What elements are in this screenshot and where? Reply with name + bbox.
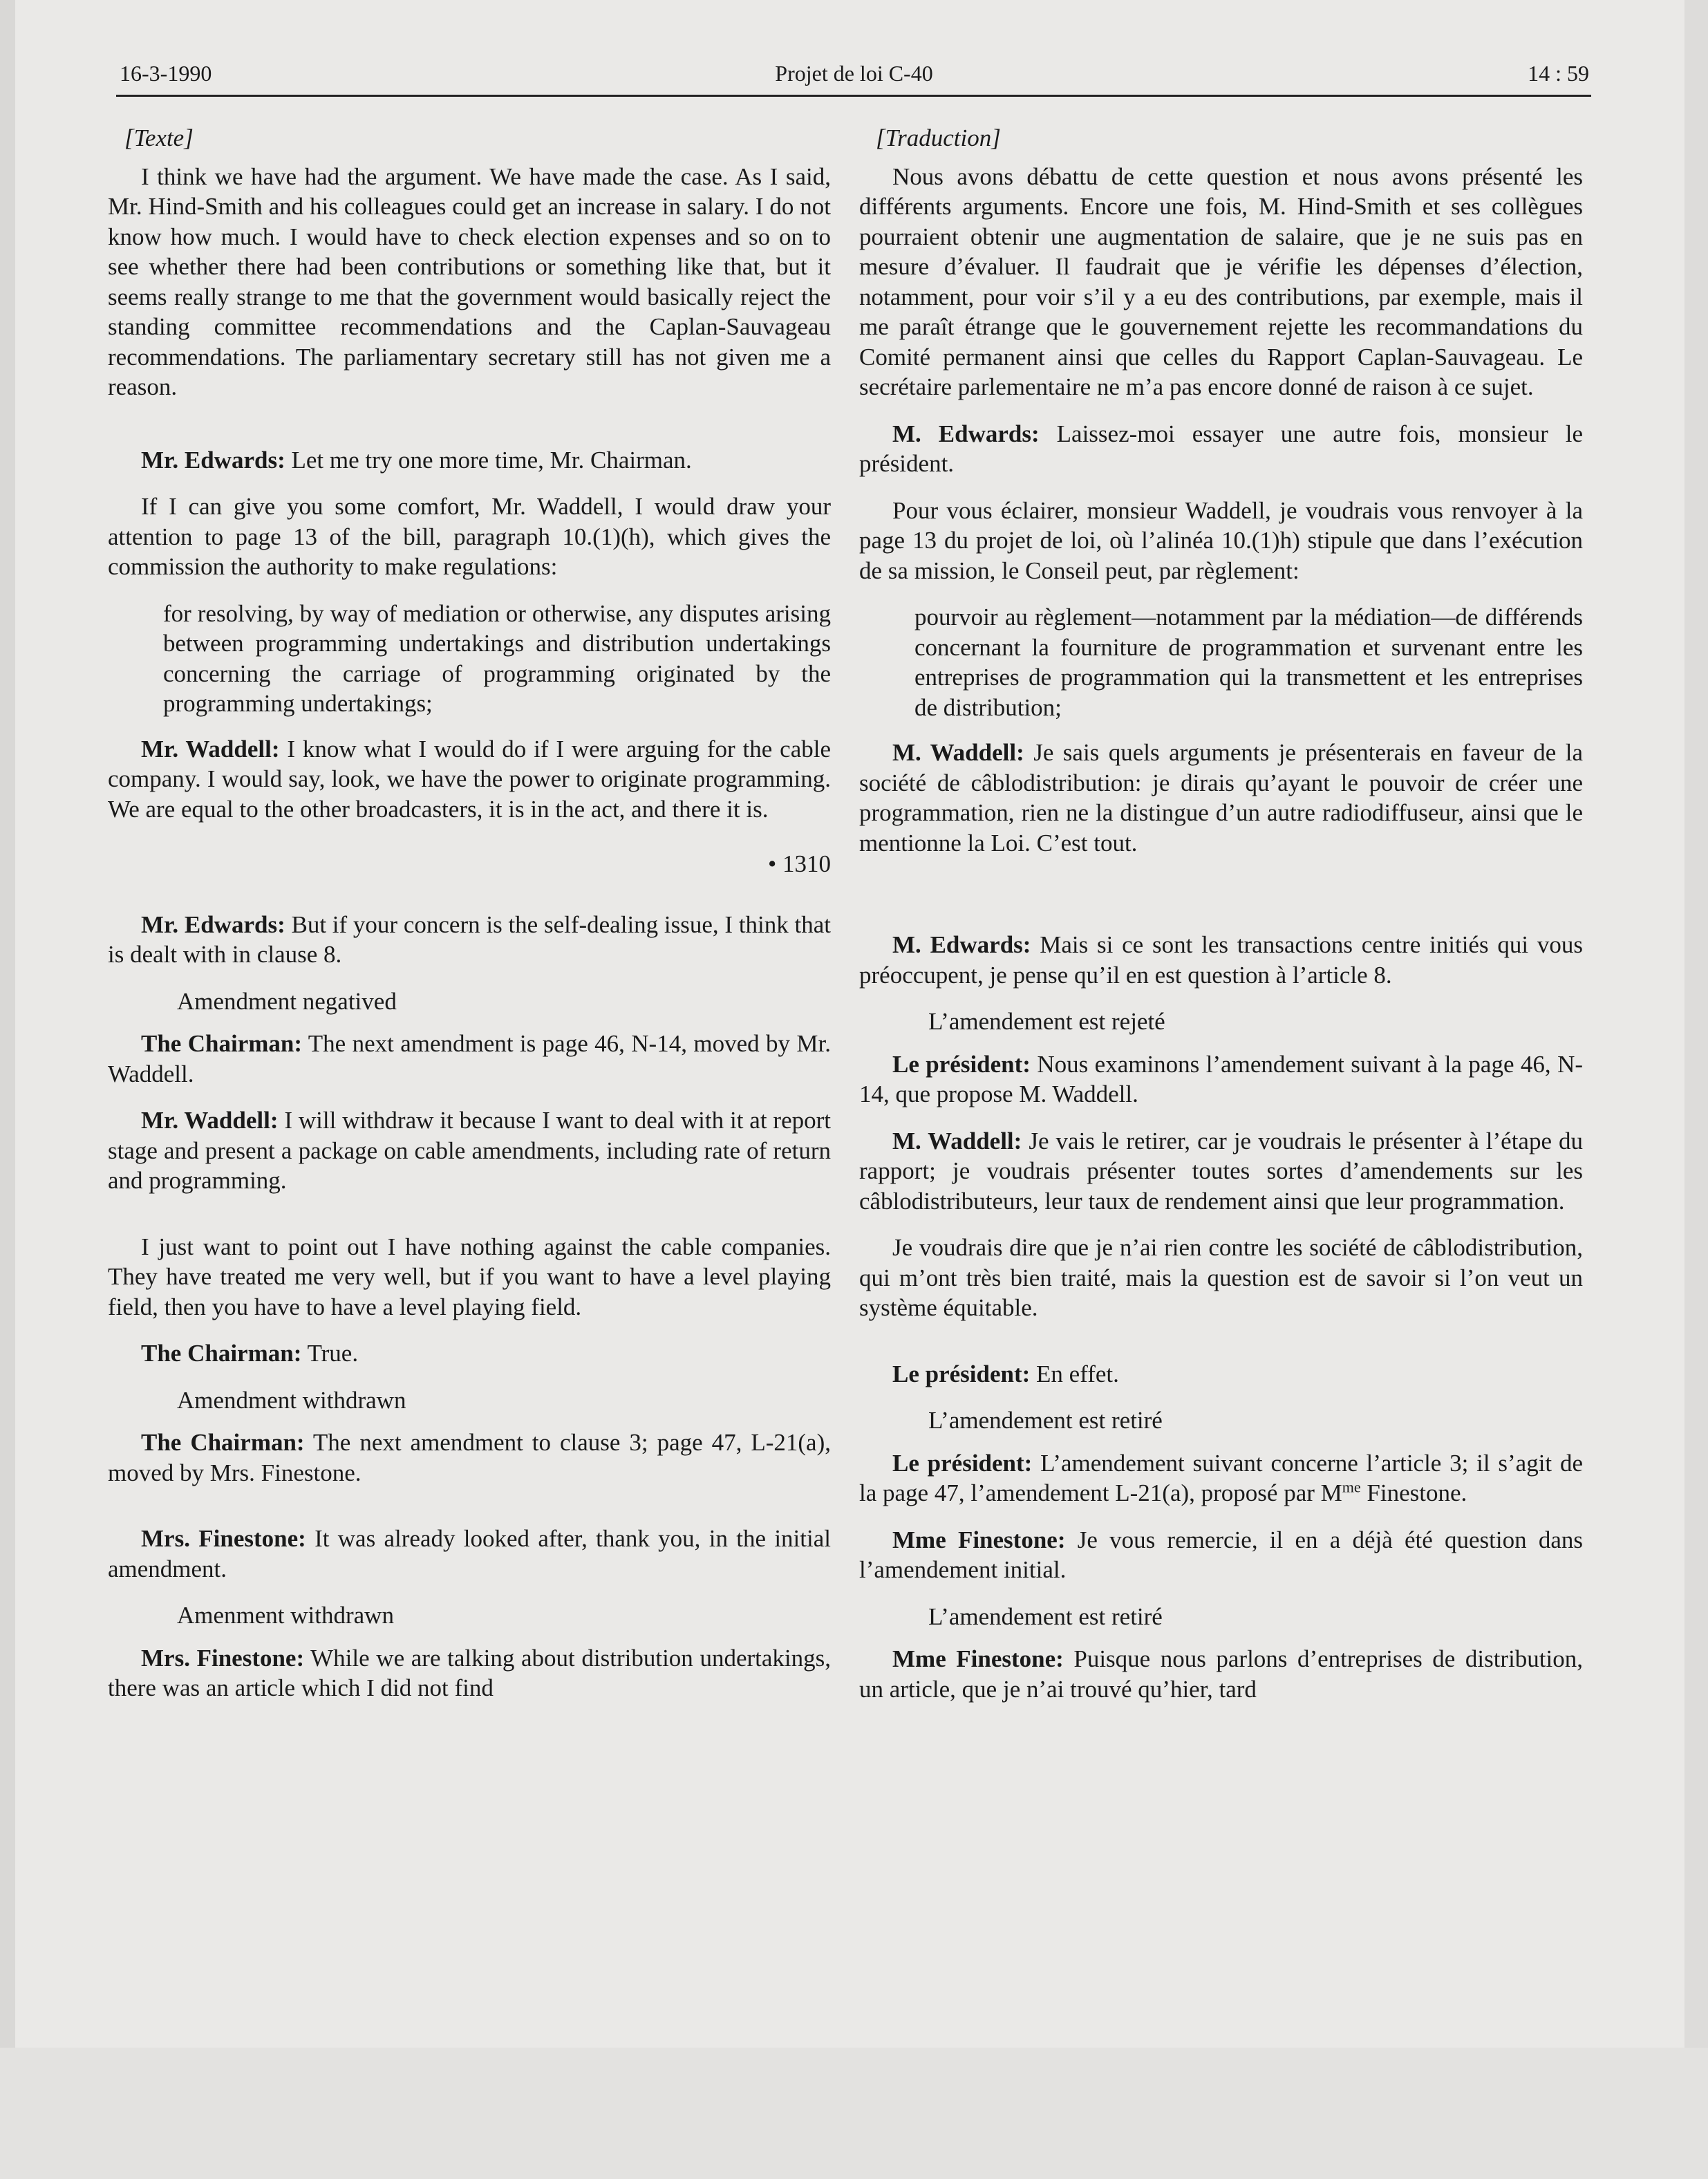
motion-result: L’amendement est retiré: [928, 1407, 1163, 1434]
speech-waddell: [859, 1126, 1583, 1217]
speech-text: It was already looked after, thank you, in the initial amendment.: [108, 1525, 831, 1582]
speaker-name: The Chairman:: [141, 1429, 305, 1456]
speech-text: But if your concern is the self-dealing issue, I think that is dealt with in clause 8.: [108, 910, 832, 968]
speaker-name: Mme Finestone:: [892, 1645, 1064, 1672]
motion-result: Amendment withdrawn: [177, 1386, 406, 1414]
speaker-name: Le président:: [892, 1050, 1031, 1078]
speaker-name: The Chairman:: [141, 1340, 302, 1367]
speech-president: [859, 1049, 1583, 1110]
speech-president: [859, 1448, 1583, 1508]
speech-finestone: [859, 1644, 1583, 1704]
speech-edwards: [108, 445, 831, 476]
speech-chairman: [108, 1029, 831, 1089]
speaker-name: The Chairman:: [141, 1030, 303, 1057]
speech-text: Finestone.: [1360, 1479, 1467, 1506]
page-edge-right: [1684, 0, 1708, 2179]
quoted-bill-text: for resolving, by way of mediation or otherwise, any disputes arising between programming undertakings and distribution undertakings concerning the carriage of programming originated by the programming undertakings;: [163, 599, 831, 717]
speaker-name: Mr. Waddell:: [141, 1107, 279, 1134]
speech-text: The next amendment is page 46, N-14, moved by Mr. Waddell.: [108, 1030, 832, 1087]
speech-edwards: [108, 910, 831, 970]
speech-text: Je vous remercie, il en a déjà été question dans l’amendement initial.: [859, 1526, 1583, 1583]
speaker-name: Mr. Edwards:: [141, 446, 285, 474]
speech-text: I know what I would do if I were arguing for the cable company. I would say, look, we have the power to originate programming. We are equal to the other broadcasters, it is in the act, and there it is.: [108, 735, 831, 823]
speaker-name: Le président:: [892, 1449, 1033, 1477]
speaker-name: Mrs. Finestone:: [141, 1525, 306, 1552]
speaker-name: M. Waddell:: [892, 739, 1024, 766]
speech-waddell: [859, 738, 1583, 858]
paragraph: I just want to point out I have nothing against the cable companies. They have treated me very well, but if you want to have a level playing field, then you have to have a level playing field.: [108, 1233, 831, 1320]
paragraph: I think we have had the argument. We have made the case. As I said, Mr. Hind-Smith and his colleagues could get an increase in salary. I do not know how much. I would have to check election expenses and so on to see whether there had been contributions or something like that, but it seems really strange to me that the government would basically reject the standing committee recommendations and the Caplan-Sauvageau recommendations. The parliamentary secretary still has not given me a reason.: [108, 162, 831, 400]
page-edge-left: [0, 0, 15, 2179]
time-marker: • 1310: [767, 850, 831, 877]
speech-text: Je sais quels arguments je présenterais en faveur de la société de câblodistribution: je dirais qu’ayant le pouvoir de créer une programmation, rien ne la distingue d’un autre radiodiffuseur, ainsi que le mentionne la Loi. C’est tout.: [859, 739, 1583, 857]
speech-finestone: [859, 1525, 1583, 1585]
page-margin-bottom: [0, 2048, 1708, 2179]
speech-text: Laissez-moi essayer une autre fois, monsieur le président.: [859, 420, 1583, 477]
speech-text: Nous examinons l’amendement suivant à la page 46, N-14, que propose M. Waddell.: [859, 1050, 1583, 1107]
speech-president: [859, 1359, 1583, 1390]
quoted-bill-text: pourvoir au règlement—notamment par la médiation—de différends concernant la fourniture de programmation et survenant entre les entreprises de programmation qui la transmettent et les entreprises de distribution;: [914, 604, 1583, 721]
speech-text: Let me try one more time, Mr. Chairman.: [285, 446, 692, 474]
speech-text: Puisque nous parlons d’entreprises de distribution, un article, que je n’ai trouvé qu’hier, tard: [859, 1645, 1583, 1703]
speaker-name: Mr. Waddell:: [141, 735, 280, 763]
paragraph: Je voudrais dire que je n’ai rien contre les société de câblodistribution, qui m’ont très bien traité, mais la question est de savoir si l’on veut un système équitable.: [859, 1234, 1583, 1321]
speech-waddell: [108, 1105, 831, 1196]
speech-text: True.: [301, 1340, 359, 1367]
header-page-number: 14 : 59: [1528, 61, 1589, 86]
speech-text: Mais si ce sont les transactions centre initiés qui vous préoccupent, je pense qu’il en est question à l’article 8.: [859, 931, 1583, 989]
speech-finestone: [108, 1524, 831, 1584]
speech-waddell: [108, 734, 831, 825]
motion-result: L’amendement est rejeté: [928, 1008, 1165, 1035]
speech-text: Je vais le retirer, car je voudrais le présenter à l’étape du rapport; je voudrais présenter toutes sortes d’amendements sur les câblodistributeurs, leur taux de rendement ainsi que leur programmation.: [859, 1127, 1584, 1215]
motion-result: L’amendement est retiré: [928, 1602, 1163, 1630]
motion-result: Amenment withdrawn: [177, 1602, 394, 1629]
speech-edwards: [859, 930, 1583, 990]
text-label: [Texte]: [124, 124, 194, 151]
french-column: [859, 123, 1583, 1721]
translation-label: [Traduction]: [876, 124, 1001, 151]
motion-result: Amendment negatived: [177, 987, 397, 1015]
speaker-name: Mme Finestone:: [892, 1526, 1066, 1553]
speech-text: En effet.: [1030, 1360, 1119, 1387]
paragraph: Pour vous éclairer, monsieur Waddell, je voudrais vous renvoyer à la page 13 du projet de loi, où l’alinéa 10.(1)h) stipule que dans l’exécution de sa mission, le Conseil peut, par règlement:: [859, 496, 1583, 584]
speech-edwards: [859, 419, 1583, 479]
speech-text: The next amendment to clause 3; page 47, L-21(a), moved by Mrs. Finestone.: [108, 1429, 831, 1486]
speaker-name: M. Edwards:: [892, 420, 1040, 447]
speech-finestone: [108, 1643, 831, 1703]
speech-chairman: [108, 1428, 831, 1488]
speaker-name: M. Edwards:: [892, 931, 1031, 958]
header-rule: [116, 95, 1591, 97]
speaker-name: Mr. Edwards:: [141, 910, 285, 938]
speaker-name: Mrs. Finestone:: [141, 1644, 305, 1672]
english-column: [108, 123, 831, 1720]
speech-text: While we are talking about distribution undertakings, there was an article which I did not find: [108, 1644, 831, 1701]
speaker-name: M. Waddell:: [892, 1127, 1022, 1154]
paragraph: If I can give you some comfort, Mr. Waddell, I would draw your attention to page 13 of the bill, paragraph 10.(1)(h), which gives the commission the authority to make regulations:: [108, 493, 831, 580]
speech-chairman: [108, 1338, 831, 1369]
speaker-name: Le président:: [892, 1360, 1031, 1387]
header-date: 16-3-1990: [120, 61, 212, 86]
speech-text: L’amendement suivant concerne l’article 3; il s’agit de la page 47, l’amendement L-21(a), proposé par M: [859, 1449, 1583, 1506]
superscript: me: [1342, 1478, 1361, 1496]
speech-text: I will withdraw it because I want to deal with it at report stage and present a package on cable amendments, including rate of return and programming.: [108, 1107, 831, 1194]
header-title: Projet de loi C-40: [775, 61, 933, 86]
paragraph: Nous avons débattu de cette question et nous avons présenté les différents arguments. Encore une fois, M. Hind-Smith et ses collègues pourraient obtenir une augmentation de salaire, que je ne suis pas en mesure d’évaluer. Il faudrait que je vérifie les dépenses d’élection, notamment, pour voir s’il y a eu des contributions, par exemple, mais il me paraît étrange que le gouvernement rejette les recommandations du Comité permanent ainsi que celles du Rapport Caplan-Sauvageau. Le secrétaire parlementaire ne m’a pas encore donné de raison à ce sujet.: [859, 162, 1583, 400]
